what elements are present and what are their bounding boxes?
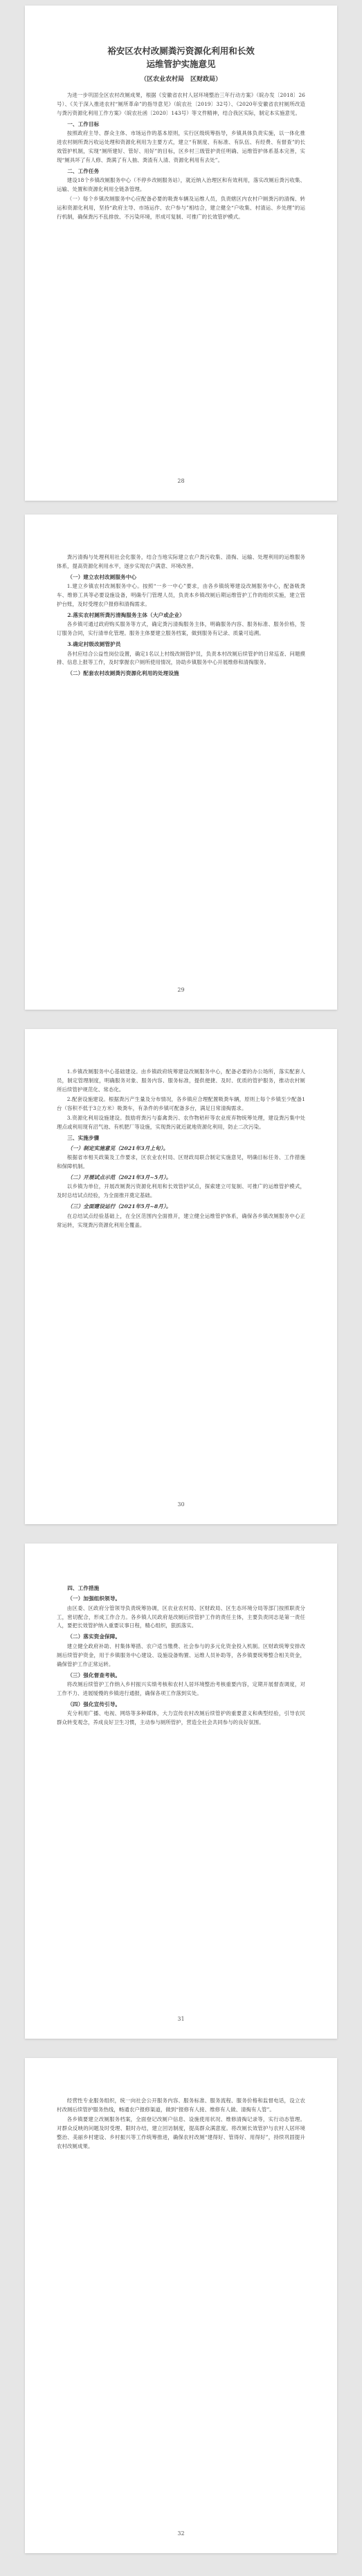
intro-paragraph: 为进一步巩固全区农村改厕成果，根据《安徽省农村人居环境整治三年行动方案》（皖办发〔2018〕26号）、《关于深入推进农村“厕所革命”的指导意见》（皖农社〔2019〕32号）、《2020年安徽省农村厕所改造与粪污资源化利用工作方案》（皖农社函〔2020〕143号）等文件精神，结合我区实际，制定本实施意见。 <box>57 91 305 116</box>
paragraph: 各乡镇要建立改厕服务档案，全面登记改厕户信息、设施使用状况、维修清掏记录等，实行动态管理。对群众反映的问题及时受理、限时办结，建立回访制度，提高群众满意度。将改厕长效管护与农村人居环境整治、美丽乡村建设、乡村振兴等工作统筹推进，确保农村改厕“建得好、管得好、用得好”，持续巩固提升农村改厕成果。 <box>57 2115 305 2149</box>
step-heading: （一）制定实施意见（2021年3月上旬）。 <box>67 1145 169 1151</box>
step-heading: （二）开展试点示范（2021年3月~5月）。 <box>67 1174 172 1181</box>
document-page-5 <box>25 2058 337 2553</box>
tasks-intro-paragraph: 建设18个乡镇改厕服务中心（不停乡改厕服务站），就近纳入治理区和有效利用，落实改厕后粪污收集、运输、处置和资源化利用全链条管理。 <box>57 176 305 192</box>
measure-heading: （二）落实资金保障。 <box>67 1633 121 1640</box>
page-number: 32 <box>177 2530 185 2537</box>
paragraph: 各乡镇可通过政府购买服务等方式，确定粪污清掏服务主体，明确服务内容、服务标准、服务价格，签订服务合同，实行清单化管理。服务主体要建立服务档案，做到服务有记录、质量可追溯。 <box>57 621 305 637</box>
paragraph: 建立健全政府补助、村集体筹措、农户适当缴费、社会参与的多元化资金投入机制。区财政统筹安排改厕后续管护资金，用于乡镇服务中心建设、设施设备购置、运维人员补助等，各乡镇要统筹整合相关资金，确保管护工作正常运转。 <box>57 1642 305 1667</box>
paragraph: 3.资源化利用设施建设。鼓励将粪污与畜禽粪污、农作物秸秆等农业废弃物统筹处理，建设粪污集中处理点或利用现有沼气池、有机肥厂等设施，实现粪污就近就地资源化利用，防止二次污染。 <box>57 1114 305 1130</box>
paragraph: 1.乡镇改厕服务中心基础建设。由乡镇政府统筹建设改厕服务中心，配备必要的办公场所，落实配套人员，制定管理制度，明确服务对象、服务内容、服务标准，提供便捷、及时、优质的管护服务，推动农村厕所后续管护规范化、常态化。 <box>57 1068 305 1093</box>
measure-heading: （一）加强组织领导。 <box>67 1595 121 1602</box>
step-heading: （三）全面建设运行（2021年5月~8月）。 <box>67 1203 172 1210</box>
paragraph: 根据省市相关政策及工作要求，区农业农村局、区财政局联合制定实施意见，明确目标任务、工作措施和保障机制。 <box>57 1154 305 1170</box>
page-number: 28 <box>177 478 185 484</box>
goals-paragraph: 按照政府主导、群众主体、市场运作的基本原则，实行区级统筹指导，乡镇具体负责实施，以一体化推进农村厕所粪污收运处理和资源化利用为主要方式，建立“有制度、有标准、有队伍、有经费、有督查”的长效管护机制，实现“厕所建好、管好、用好”的目标，区乡村三级管护责任明确、运维管护体系基本完善，实现“厕具坏了有人修、粪满了有人抽、粪渣有人清、资源化利用有去处”。 <box>57 129 305 163</box>
section-heading-goals: 一、工作目标 <box>67 120 100 127</box>
paragraph: 以乡镇为单位，开展改厕粪污资源化利用和长效管护试点，探索建立可复制、可推广的运维管护模式，及时总结试点经验，为全面推开奠定基础。 <box>57 1183 305 1199</box>
document-page-4 <box>25 1544 337 2039</box>
paragraph: 在总结试点经验基础上，在全区范围内全面推开，建立健全运维管护体系，确保各乡镇改厕服务中心正常运转，实现粪污资源化利用全覆盖。 <box>57 1212 305 1228</box>
paragraph: 1.建立乡镇农村改厕服务中心。按照“一乡一中心”要求，由各乡镇统筹建设改厕服务中心，配备吸粪车、维修工具等必要设施设备，明确专门管理人员，负责本乡镇改厕后期运维管护工作的组织实施，建立管护台账，及时受理农户报修和清掏需求。 <box>57 583 305 608</box>
paragraph: 粪污清掏与处理利用社会化服务，结合当地实际建立农户粪污收集、清掏、运输、处理利用的运维服务体系，提高资源化利用水平，逐步实现农户满意、环境改善。 <box>57 554 305 569</box>
subsection-heading: （二）配套农村改厕粪污资源化利用的处理设施 <box>67 670 179 677</box>
document-page-1 <box>25 6 337 501</box>
paragraph: 各村应结合公益性岗位设置，确定1名以上村级改厕管护员，负责本村改厕后续管护的日常巡查、问题摸排、信息上报等工作，及时掌握农户厕所使用情况，协助乡镇服务中心开展维修和清掏服务。 <box>57 650 305 666</box>
section-heading-steps: 三、实施步骤 <box>67 1134 100 1141</box>
paragraph: 经营性专业服务组织，统一向社会公开服务内容、服务标准、服务流程、服务价格和监督电话，设立农村改厕后续管护服务热线，畅通农户报修渠道，做到“报修有人接、维修有人做、清掏有人管”。 <box>57 2097 305 2113</box>
paragraph: 充分利用广播、电视、网络等多种媒体，大力宣传农村改厕后续管护的重要意义和典型经验，引导农民群众转变观念，养成良好卫生习惯，主动参与厕所管护，营造全社会共同参与的良好氛围。 <box>57 1710 305 1725</box>
measure-heading: （四）强化宣传引导。 <box>67 1701 121 1707</box>
page-number: 29 <box>177 987 185 993</box>
paragraph: 2.配套设施建设。根据粪污产生量及分布情况，各乡镇应合理配置吸粪车辆，原则上每个乡镇至少配备1台（容积不低于3立方米）吸粪车，有条件的乡镇可配备多台，满足日常清掏需求。 <box>57 1095 305 1111</box>
measure-heading: （三）强化督查考核。 <box>67 1671 121 1678</box>
document-title-line2: 运维管护实施意见 <box>146 59 216 70</box>
page-number: 31 <box>177 2016 185 2022</box>
section-heading-tasks: 二、工作任务 <box>67 167 100 174</box>
document-page-3 <box>25 1029 337 1524</box>
document-title-line1: 裕安区农村改厕粪污资源化利用和长效 <box>107 46 255 56</box>
subsection-heading: （一）建立农村改厕服务中心 <box>67 573 137 580</box>
document-issuer: （区农业农村局 区财政局） <box>140 75 221 83</box>
subsection-heading: 2.落实农村厕所粪污清掏服务主体（大户或企业） <box>67 612 185 619</box>
tasks-body-paragraph: （一）每个乡镇改厕服务中心应配备必要的吸粪车辆及运维人员，负责辖区内农村户厕粪污的清掏、转运和资源化利用，坚持“政府主导、市场运作、农户参与”相结合，建立健全“户收集、村清运、乡处理”的运行机制，确保粪污不乱排放、不污染环境，形成可复制、可推广的长效管护模式。 <box>57 195 305 220</box>
page-number: 30 <box>177 1501 185 1508</box>
paragraph: 将改厕后续管护工作纳入乡村振兴实绩考核和农村人居环境整治考核重要内容，定期开展督查调度，对工作不力、进展缓慢的乡镇进行通报，确保各项工作落到实处。 <box>57 1680 305 1696</box>
paragraph: 由区委、区政府分管领导负责统筹协调，区农业农村局、区财政局、区生态环境分局等部门按照职责分工，密切配合，形成工作合力。各乡镇人民政府是改厕后续管护工作的责任主体，主要负责同志是第一责任人，要把长效管护纳入重要议事日程，精心组织，狠抓落实。 <box>57 1604 305 1629</box>
document-page-2 <box>25 515 337 1010</box>
subsection-heading: 3.确定村级改厕管护员 <box>67 641 121 648</box>
section-heading-measures: 四、工作措施 <box>67 1585 100 1591</box>
